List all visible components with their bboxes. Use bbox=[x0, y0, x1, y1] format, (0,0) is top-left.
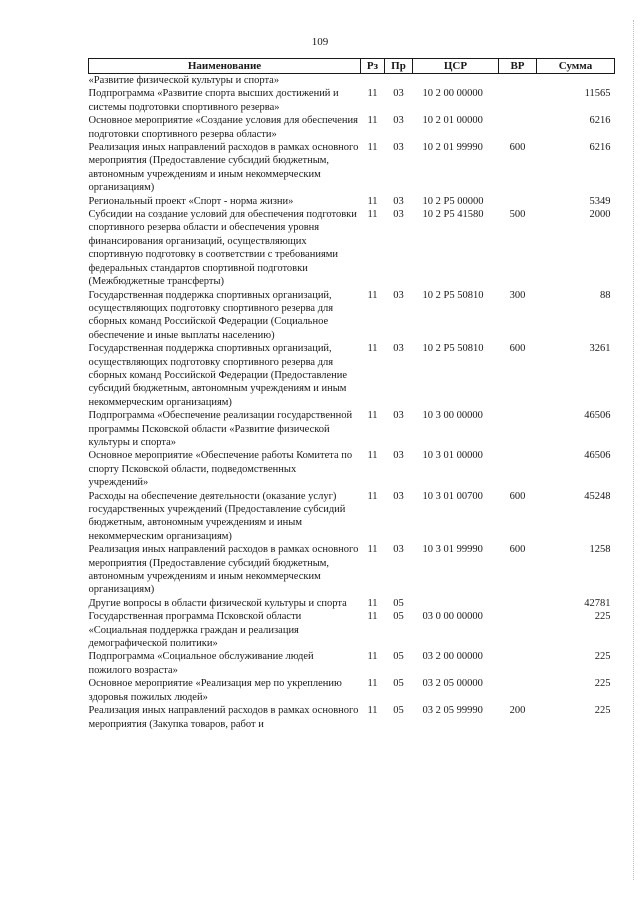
cell-name: Подпрограмма «Развитие спорта высших достижений и системы подготовки спортивного резерва» bbox=[88, 88, 339, 113]
header-csr: ЦСР bbox=[413, 59, 499, 74]
cell-sum: 45248 bbox=[584, 490, 611, 502]
cell-sum: 1258 bbox=[589, 544, 611, 556]
cell-vr bbox=[499, 677, 537, 704]
cell-pr: 03 bbox=[393, 343, 404, 355]
table-row bbox=[89, 704, 615, 731]
cell-name: «Развитие физической культуры и спорта» bbox=[88, 75, 280, 86]
cell-vr bbox=[499, 650, 537, 677]
cell-rz: 11 bbox=[367, 209, 378, 221]
cell-rz: 11 bbox=[367, 611, 378, 623]
table-row bbox=[89, 409, 615, 449]
cell-rz: 11 bbox=[367, 343, 378, 355]
cell-name: Региональный проект «Спорт - норма жизни» bbox=[88, 195, 294, 207]
budget-table-container bbox=[88, 58, 614, 731]
cell-name: Подпрограмма «Обеспечение реализации государственной программы Псковской области «Развитие физической культуры и спорта» bbox=[88, 410, 353, 448]
table-row bbox=[89, 543, 615, 597]
cell-rz: 11 bbox=[367, 142, 378, 154]
cell-csr: 10 2 P5 41580 bbox=[422, 209, 484, 221]
cell-name: Подпрограмма «Социальное обслуживание людей пожилого возраста» bbox=[88, 651, 314, 676]
cell-sum: 225 bbox=[594, 611, 611, 623]
cell-rz: 11 bbox=[367, 651, 378, 663]
cell-pr: 05 bbox=[393, 597, 404, 609]
cell-vr: 600 bbox=[509, 142, 526, 154]
cell-pr: 03 bbox=[393, 490, 404, 502]
cell-sum: 88 bbox=[600, 289, 611, 301]
cell-csr: 10 3 00 00000 bbox=[422, 410, 483, 422]
cell-pr: 03 bbox=[393, 289, 404, 301]
cell-csr: 10 2 01 00000 bbox=[422, 115, 483, 127]
cell-sum: 5349 bbox=[589, 195, 611, 207]
cell-vr bbox=[499, 87, 537, 114]
cell-pr: 05 bbox=[393, 678, 404, 690]
table-row bbox=[89, 208, 615, 288]
cell-rz: 11 bbox=[367, 544, 378, 556]
cell-rz: 11 bbox=[367, 450, 378, 462]
cell-csr bbox=[413, 597, 499, 610]
scan-edge-marks bbox=[629, 20, 634, 880]
cell-sum: 6216 bbox=[589, 142, 611, 154]
header-name: Наименование bbox=[89, 59, 361, 74]
table-row bbox=[89, 597, 615, 610]
cell-name: Государственная программа Псковской области «Социальная поддержка граждан и реализация демографической политики» bbox=[88, 611, 302, 650]
table-row bbox=[89, 114, 615, 141]
cell-vr bbox=[499, 610, 537, 650]
cell-name: Основное мероприятие «Обеспечение работы Комитета по спорту Псковской области, подведомственных учреждений» bbox=[88, 450, 353, 489]
cell-rz: 11 bbox=[367, 410, 378, 422]
cell-rz: 11 bbox=[367, 88, 378, 100]
cell-name: Субсидии на создание условий для обеспечения подготовки спортивного резерва области и обеспечения уровня финансирования организаций, осуществляющих спортивную подготовку в соответствии с требованиями федеральных стандартов спортивной подготовки (Межбюджетные трансферты) bbox=[88, 209, 357, 288]
cell-pr: 05 bbox=[393, 705, 404, 717]
cell-sum: 225 bbox=[594, 651, 611, 663]
cell-vr: 200 bbox=[509, 705, 526, 717]
cell-rz: 11 bbox=[367, 705, 378, 717]
budget-table bbox=[88, 58, 615, 731]
cell-name: Расходы на обеспечение деятельности (оказание услуг) государственных учреждений (Предоставление субсидий бюджетным, автономным учреждениям и иным некоммерческим организациям) bbox=[88, 490, 346, 542]
cell-vr bbox=[499, 195, 537, 208]
cell-name: Основное мероприятие «Создание условия для обеспечения подготовки спортивного резерва области» bbox=[88, 115, 358, 140]
cell-vr: 600 bbox=[509, 544, 526, 556]
table-row bbox=[89, 87, 615, 114]
cell-csr: 03 2 05 99990 bbox=[422, 705, 483, 717]
table-row bbox=[89, 610, 615, 650]
table-body bbox=[89, 74, 615, 731]
cell-csr: 10 2 P5 00000 bbox=[422, 195, 484, 207]
cell-name: Государственная поддержка спортивных организаций, осуществляющих подготовку спортивного резерва для сборных команд Российской Федерации (Предоставление субсидий бюджетным, автономным учреждениям и иным некоммерческим организациям) bbox=[88, 343, 348, 408]
cell-csr: 10 2 P5 50810 bbox=[422, 289, 484, 301]
cell-rz bbox=[361, 74, 385, 88]
cell-sum: 3261 bbox=[589, 343, 611, 355]
cell-csr bbox=[413, 74, 499, 88]
table-row bbox=[89, 449, 615, 489]
header-pr: Пр bbox=[385, 59, 413, 74]
cell-name: Реализация иных направлений расходов в рамках основного мероприятия (Предоставление субсидий бюджетным, автономным учреждениям и иным некоммерческим организациям) bbox=[88, 142, 359, 194]
cell-sum: 11565 bbox=[584, 88, 611, 100]
cell-sum: 225 bbox=[594, 678, 611, 690]
cell-rz: 11 bbox=[367, 289, 378, 301]
cell-vr bbox=[499, 74, 537, 88]
cell-csr: 10 3 01 00000 bbox=[422, 450, 483, 462]
cell-sum: 225 bbox=[594, 705, 611, 717]
cell-pr: 03 bbox=[393, 195, 404, 207]
cell-name: Реализация иных направлений расходов в рамках основного мероприятия (Закупка товаров, работ и bbox=[88, 705, 359, 730]
cell-name: Основное мероприятие «Реализация мер по укреплению здоровья пожилых людей» bbox=[88, 678, 342, 703]
header-rz: Рз bbox=[361, 59, 385, 74]
table-row bbox=[89, 490, 615, 544]
cell-csr: 10 2 00 00000 bbox=[422, 88, 483, 100]
cell-name: Реализация иных направлений расходов в рамках основного мероприятия (Предоставление субсидий бюджетным, автономным учреждениям и иным некоммерческим организациям) bbox=[88, 544, 359, 596]
table-row bbox=[89, 677, 615, 704]
cell-rz: 11 bbox=[367, 678, 378, 690]
cell-name: Государственная поддержка спортивных организаций, осуществляющих подготовку спортивного резерва для сборных команд Российской Федерации (Социальное обеспечение и иные выплаты населению) bbox=[88, 289, 334, 341]
cell-vr bbox=[499, 449, 537, 489]
cell-vr: 600 bbox=[509, 343, 526, 355]
cell-csr: 10 2 01 99990 bbox=[422, 142, 483, 154]
cell-csr: 03 2 00 00000 bbox=[422, 651, 483, 663]
cell-rz: 11 bbox=[367, 115, 378, 127]
table-row bbox=[89, 342, 615, 409]
page-number: 109 bbox=[311, 36, 329, 48]
cell-vr: 300 bbox=[509, 289, 526, 301]
table-row bbox=[89, 141, 615, 195]
cell-sum bbox=[537, 74, 615, 88]
cell-csr: 10 3 01 99990 bbox=[422, 544, 483, 556]
cell-vr: 600 bbox=[509, 490, 526, 502]
cell-vr bbox=[499, 597, 537, 610]
table-row bbox=[89, 74, 615, 88]
cell-pr: 03 bbox=[393, 209, 404, 221]
cell-csr: 03 2 05 00000 bbox=[422, 678, 483, 690]
cell-sum: 6216 bbox=[589, 115, 611, 127]
cell-name: Другие вопросы в области физической культуры и спорта bbox=[88, 597, 347, 609]
header-sum: Сумма bbox=[537, 59, 615, 74]
table-row bbox=[89, 195, 615, 208]
cell-pr: 03 bbox=[393, 88, 404, 100]
cell-pr bbox=[385, 74, 413, 88]
cell-pr: 03 bbox=[393, 410, 404, 422]
cell-vr bbox=[499, 114, 537, 141]
cell-sum: 2000 bbox=[589, 209, 611, 221]
cell-rz: 11 bbox=[367, 597, 378, 609]
table-header bbox=[89, 59, 615, 74]
cell-pr: 03 bbox=[393, 115, 404, 127]
cell-csr: 10 3 01 00700 bbox=[422, 490, 483, 502]
cell-sum: 42781 bbox=[584, 597, 611, 609]
header-vr: ВР bbox=[499, 59, 537, 74]
cell-sum: 46506 bbox=[584, 410, 611, 422]
cell-csr: 03 0 00 00000 bbox=[422, 611, 483, 623]
cell-pr: 05 bbox=[393, 611, 404, 623]
cell-pr: 03 bbox=[393, 142, 404, 154]
table-row bbox=[89, 289, 615, 343]
cell-pr: 03 bbox=[393, 544, 404, 556]
table-row bbox=[89, 650, 615, 677]
cell-pr: 05 bbox=[393, 651, 404, 663]
cell-sum: 46506 bbox=[584, 450, 611, 462]
cell-vr bbox=[499, 409, 537, 449]
cell-vr: 500 bbox=[509, 209, 526, 221]
cell-pr: 03 bbox=[393, 450, 404, 462]
cell-csr: 10 2 P5 50810 bbox=[422, 343, 484, 355]
cell-rz: 11 bbox=[367, 195, 378, 207]
cell-rz: 11 bbox=[367, 490, 378, 502]
